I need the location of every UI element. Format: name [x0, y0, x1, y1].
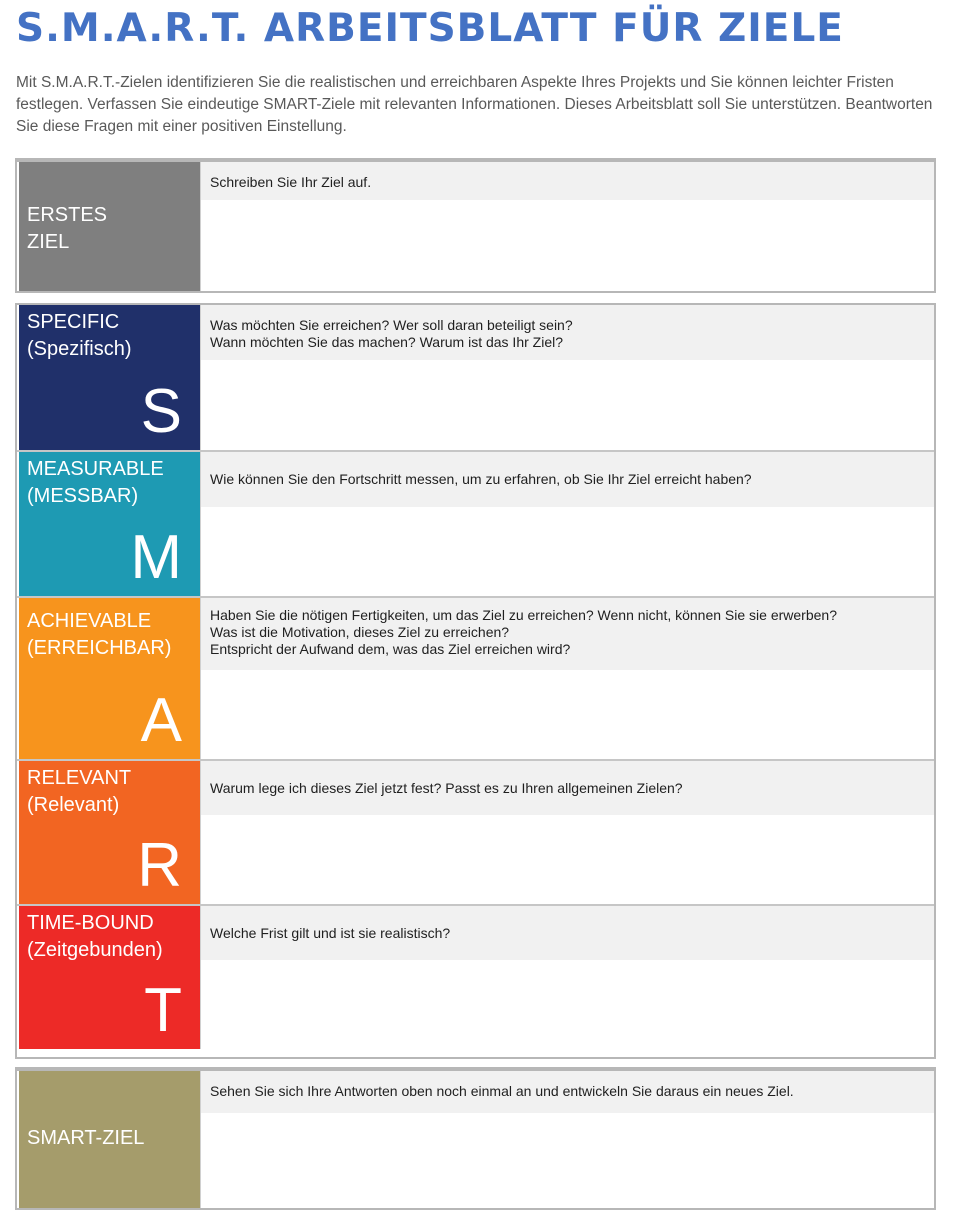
achievable-name: ACHIEVABLE [27, 610, 152, 632]
measurable-label [19, 452, 200, 596]
measurable-name-de: (MESSBAR) [27, 485, 139, 507]
relevant-label [19, 761, 200, 904]
smart-goal-answer-field[interactable] [201, 1113, 934, 1208]
first-goal-label-line2: ZIEL [27, 231, 70, 253]
time-bound-label [19, 906, 200, 1049]
time-bound-answer-field[interactable] [201, 960, 934, 1051]
measurable-row [17, 450, 934, 596]
achievable-answer-field[interactable] [201, 670, 934, 761]
intro-paragraph: Mit S.M.A.R.T.-Zielen identifizieren Sie die realistischen und erreichbaren Aspekte Ihres Projekts und Sie können leichter Fristen festlegen. Verfassen Sie eindeutige SMART-Ziele mit relevanten Informationen. Dieses Arbeitsblatt soll Sie unterstützen. Beantworten Sie diese Fragen mit einer positiven Einstellung. [16, 74, 933, 135]
relevant-row [17, 759, 934, 904]
measurable-name: MEASURABLE [27, 458, 164, 480]
relevant-question-line: Warum lege ich dieses Ziel jetzt fest? Passt es zu Ihren allgemeinen Zielen? [210, 780, 683, 796]
specific-question-line: Was möchten Sie erreichen? Wer soll daran beteiligt sein? [210, 317, 573, 333]
measurable-letter: M [130, 523, 182, 592]
relevant-answer-field[interactable] [201, 815, 934, 906]
smart-goal-label [19, 1071, 200, 1208]
time-bound-question-line: Welche Frist gilt und ist sie realistisch? [210, 925, 451, 941]
time-bound-name: TIME-BOUND [27, 912, 154, 934]
first-goal-label-line1: ERSTES [27, 204, 108, 226]
specific-question-line: Wann möchten Sie das machen? Warum ist das Ihr Ziel? [210, 334, 564, 350]
specific-name: SPECIFIC [27, 311, 120, 333]
measurable-question-line: Wie können Sie den Fortschritt messen, um zu erfahren, ob Sie Ihr Ziel erreicht haben? [210, 471, 752, 487]
achievable-letter: A [140, 686, 182, 755]
specific-content [200, 305, 934, 450]
time-bound-letter: T [144, 976, 182, 1045]
smart-block [15, 303, 936, 1059]
first-goal-label [19, 162, 200, 291]
specific-name-de: (Spezifisch) [27, 338, 132, 360]
specific-letter: S [140, 377, 182, 446]
achievable-question-line: Haben Sie die nötigen Fertigkeiten, um das Ziel zu erreichen? Wenn nicht, können Sie sie erwerben? [210, 607, 837, 623]
specific-row [17, 305, 934, 450]
first-goal-content [200, 162, 934, 291]
achievable-question-line: Was ist die Motivation, dieses Ziel zu erreichen? [210, 624, 510, 640]
measurable-question [201, 452, 934, 507]
smart-goal-block [15, 1067, 936, 1210]
time-bound-question [201, 906, 934, 960]
first-goal-answer-field[interactable] [201, 200, 934, 291]
specific-label [19, 305, 200, 450]
relevant-name: RELEVANT [27, 767, 132, 789]
smart-goal-label-text: SMART-ZIEL [27, 1127, 145, 1149]
page-title: S.M.A.R.T. ARBEITSBLATT FÜR ZIELE [16, 6, 844, 51]
specific-answer-field[interactable] [201, 360, 934, 450]
achievable-row [17, 596, 934, 759]
time-bound-content [200, 906, 934, 1049]
relevant-name-de: (Relevant) [27, 794, 120, 816]
relevant-letter: R [137, 831, 182, 900]
achievable-question [201, 598, 934, 670]
achievable-name-de: (ERREICHBAR) [27, 637, 172, 659]
measurable-content [200, 452, 934, 596]
achievable-label [19, 598, 200, 759]
achievable-content [200, 598, 934, 759]
specific-question [201, 305, 934, 360]
smart-goal-content [200, 1071, 934, 1208]
time-bound-row [17, 904, 934, 1049]
relevant-question [201, 761, 934, 815]
smart-goal-question: Sehen Sie sich Ihre Antworten oben noch einmal an und entwickeln Sie daraus ein neues Ziel. [201, 1071, 934, 1113]
achievable-question-line: Entspricht der Aufwand dem, was das Ziel erreichen wird? [210, 641, 571, 657]
first-goal-block [15, 158, 936, 293]
first-goal-question: Schreiben Sie Ihr Ziel auf. [201, 162, 934, 200]
time-bound-name-de: (Zeitgebunden) [27, 939, 163, 961]
measurable-answer-field[interactable] [201, 507, 934, 598]
relevant-content [200, 761, 934, 904]
